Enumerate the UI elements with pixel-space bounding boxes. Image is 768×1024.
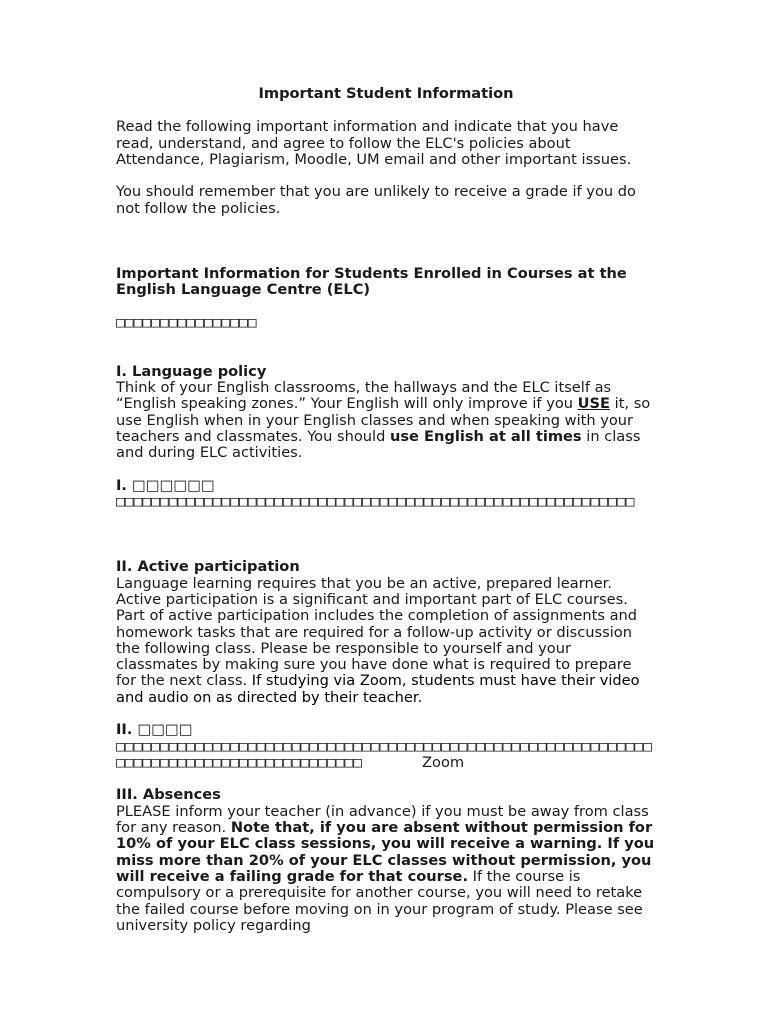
active-participation-text-zh-wrap <box>116 739 656 772</box>
language-policy-text-1: Think of your English classrooms, the hallways and the ELC itself as “English speaking zones.” Your English will only improve if you <box>116 379 612 413</box>
absences-text <box>116 804 656 934</box>
section-heading-zh: □□□□□□□□□□□□□□□□ <box>116 313 257 331</box>
language-policy-heading-zh: I. □□□□□□ <box>116 476 215 494</box>
section-heading: Important Information for Students Enrolled in Courses at the English Language Centre (ELC) <box>116 264 627 299</box>
intro-paragraph-1: Read the following important information and indicate that you have read, understand, and agree to follow the ELC's policies about Attendance, Plagiarism, Moodle, UM email and other important issues. <box>116 118 632 168</box>
active-participation-heading: II. Active participation <box>116 558 300 576</box>
language-policy-bold: use English at all times <box>389 427 582 445</box>
document-title: Important Student Information <box>258 85 514 102</box>
use-emphasis: USE <box>577 395 610 413</box>
absences-text-2: If the course is compulsory or a prerequisite for another course, you will need to retake the failed course before moving on in your program of study. Please see university policy regarding <box>116 867 643 934</box>
language-policy-text-2: it, so use English when in your English classes and when speaking with your teachers and classmates. You should <box>116 395 651 445</box>
absences-heading: III. Absences <box>116 786 221 804</box>
document-page <box>116 86 656 934</box>
active-participation-text-zh: □□□□□□□□□□□□□□□□□□□□□□□□□□□□□□□□□□□□□□□□□□□□□□□□□□□□□□□□□□□□□□□□□□□□□□□□□□□□□□□□□□□□□□□□□ <box>116 737 652 771</box>
language-policy-text-zh: □□□□□□□□□□□□□□□□□□□□□□□□□□□□□□□□□□□□□□□□□□□□□□□□□□□□□□□□□□□ <box>116 493 635 511</box>
active-participation-text <box>116 576 656 706</box>
absences-text-1: PLEASE inform your teacher (in advance) if you must be away from class for any reason. <box>116 802 649 837</box>
active-participation-heading-zh: II. □□□□ <box>116 721 193 739</box>
language-policy-text-3: in class and during ELC activities. <box>116 427 641 462</box>
language-policy-text <box>116 380 656 461</box>
intro-paragraph-2: You should remember that you are unlikely to receive a grade if you do not follow the policies. <box>116 183 636 217</box>
active-participation-zoom-sentence: If studying via Zoom, students must have their video and audio on as directed by their teacher. <box>116 672 640 706</box>
language-policy-heading: I. Language policy <box>116 362 267 380</box>
absences-bold: Note that, if you are absent without permission for 10% of your ELC class sessions, you will receive a warning. If you miss more than 20% of your ELC classes without permission, you will receive a failing grade for that course. <box>116 819 655 885</box>
zoom-word: Zoom <box>422 753 465 771</box>
active-participation-text-1: Language learning requires that you be an active, prepared learner. Active participation is a significant and important part of ELC courses. Part of active participation includes the completion of assignments and homework tasks that are required for a follow-up activity or discussion the following class. Please be responsible to yourself and your classmates by making sure you have done what is required to prepare for the next class. <box>116 574 638 690</box>
